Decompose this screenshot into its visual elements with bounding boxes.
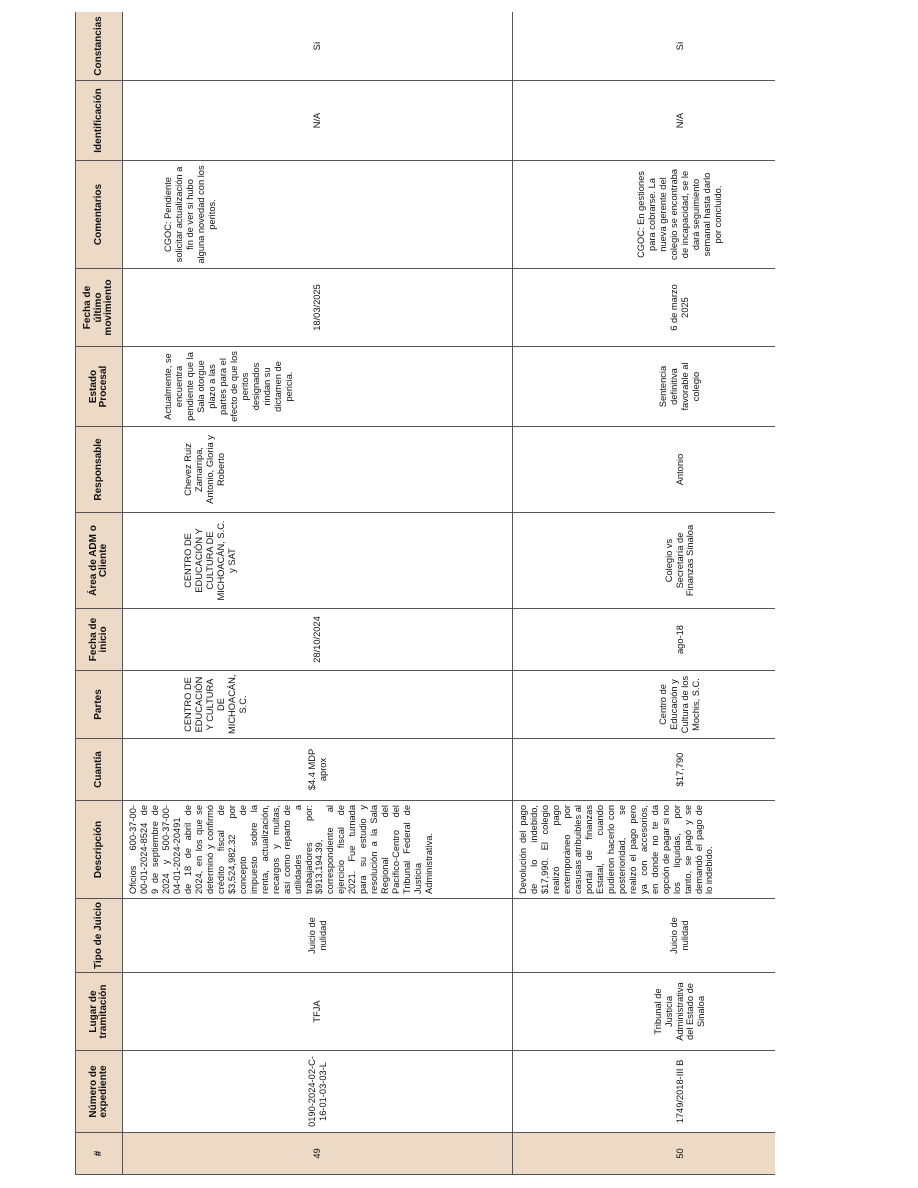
header-cuantia: Cuantía bbox=[76, 739, 123, 801]
cell-comentarios: CGOC: En gestiones para cobrarse. La nueva gerente del colegio se encontraba de incapacidad, se le dará seguimiento semanal hasta darlo por concluido. bbox=[513, 161, 776, 269]
cell-partes: CENTRO DE EDUCACIÓN Y CULTURA DE MICHOACÁN, S.C. bbox=[123, 671, 513, 739]
cell-lugar: Tribunal de Justicia Administrativa del Estado de Sinaloa bbox=[513, 973, 776, 1051]
cell-expediente: 0190-2024-02-C-16-01-03-03-L bbox=[123, 1051, 513, 1133]
cell-responsable: Antonio bbox=[513, 427, 776, 513]
header-partes: Partes bbox=[76, 671, 123, 739]
cell-expediente: 1749/2018-III B bbox=[513, 1051, 776, 1133]
cell-fecha-ultimo: 18/03/2025 bbox=[123, 269, 513, 347]
cell-constancias: Sí bbox=[513, 12, 776, 81]
header-fecha-inicio: Fecha de inicio bbox=[76, 609, 123, 671]
cell-area: Colegio vs Secretaría de Finanzas Sinaloa bbox=[513, 513, 776, 609]
cell-partes: Centro de Educación y Cultura de los Mochis, S.C. bbox=[513, 671, 776, 739]
cell-constancias: Sí bbox=[123, 12, 513, 81]
cell-num: 49 bbox=[123, 1133, 513, 1175]
rotated-table-container bbox=[75, 12, 775, 1175]
cell-descripcion: Oficios 600-37-00-00-01-2024-8524 de 9 de septiembre de 2024 y 500-37-00-04-01-2024-20491 de 18 de abril de 2024, en los que se determinó y confirmó crédito fiscal de $3,524,982.32 por concepto de impuesto sobre la renta, actualización, recargos y multas, así como reparto de utilidades a trabajadores por: $913,194.39, correspondiente al ejercicio fiscal de 2021. Fue turnada para su estudio y resolución a la Sala Regional del Pacífico-Centro del Tribunal Federal de Justicia Administrativa. bbox=[123, 801, 513, 899]
litigation-table bbox=[75, 12, 775, 1175]
header-num: # bbox=[76, 1133, 123, 1175]
header-constancias: Constancias bbox=[76, 12, 123, 81]
header-row bbox=[76, 12, 123, 1175]
header-comentarios: Comentarios bbox=[76, 161, 123, 269]
cell-fecha-inicio: 28/10/2024 bbox=[123, 609, 513, 671]
cell-area: CENTRO DE EDUCACIÓN Y CULTURA DE MICHOACÁN, S.C. y SAT bbox=[123, 513, 513, 609]
cell-estado: Sentencia definitiva favorable al colegio bbox=[513, 347, 776, 427]
cell-lugar: TFJA bbox=[123, 973, 513, 1051]
cell-identificacion: N/A bbox=[123, 81, 513, 161]
cell-cuantia: $4.4 MDP aprox bbox=[123, 739, 513, 801]
cell-cuantia: $17,790 bbox=[513, 739, 776, 801]
cell-tipo: Juicio de nulidad bbox=[123, 899, 513, 973]
header-identificacion: Identificación bbox=[76, 81, 123, 161]
cell-responsable: Chevez Ruiz Zamarripa, Antonio, Gloria y Roberto bbox=[123, 427, 513, 513]
header-tipo: Tipo de Juicio bbox=[76, 899, 123, 973]
cell-tipo: Juicio de nulidad bbox=[513, 899, 776, 973]
header-lugar: Lugar de tramitación bbox=[76, 973, 123, 1051]
header-responsable: Responsable bbox=[76, 427, 123, 513]
header-estado: Estado Procesal bbox=[76, 347, 123, 427]
document-page bbox=[75, 12, 775, 1175]
header-descripcion: Descripción bbox=[76, 801, 123, 899]
header-fecha-ultimo: Fecha de último movimiento bbox=[76, 269, 123, 347]
cell-estado: Actualmente, se encuentra pendiente que la Sala otorgue plazo a las partes para el efecto de que los peritos designados rindan su dictamen de pericia. bbox=[123, 347, 513, 427]
table-row bbox=[513, 12, 776, 1175]
header-expediente: Número de expediente bbox=[76, 1051, 123, 1133]
cell-descripcion: Devolución del pago de lo indebido, $17,990. El colegio realizó pago extemporáneo por casusas atribuibles al portal de finanzas Estatal, cuando pudieron hacerlo con posterioridad, se realizó el pago pero ya con accesorios, en donde no te da opción de pagar si no los liquidas, por tanto, se pagó y se demandó el pago de lo indebido. bbox=[513, 801, 776, 899]
table-row bbox=[123, 12, 513, 1175]
cell-num: 50 bbox=[513, 1133, 776, 1175]
cell-fecha-ultimo: 6 de marzo 2025 bbox=[513, 269, 776, 347]
cell-identificacion: N/A bbox=[513, 81, 776, 161]
cell-comentarios: CGOC: Pendiente solicitar actualización a fin de ver si hubo alguna novedad con los peritos. bbox=[123, 161, 513, 269]
header-area: Área de ADM o Cliente bbox=[76, 513, 123, 609]
cell-fecha-inicio: ago-18 bbox=[513, 609, 776, 671]
